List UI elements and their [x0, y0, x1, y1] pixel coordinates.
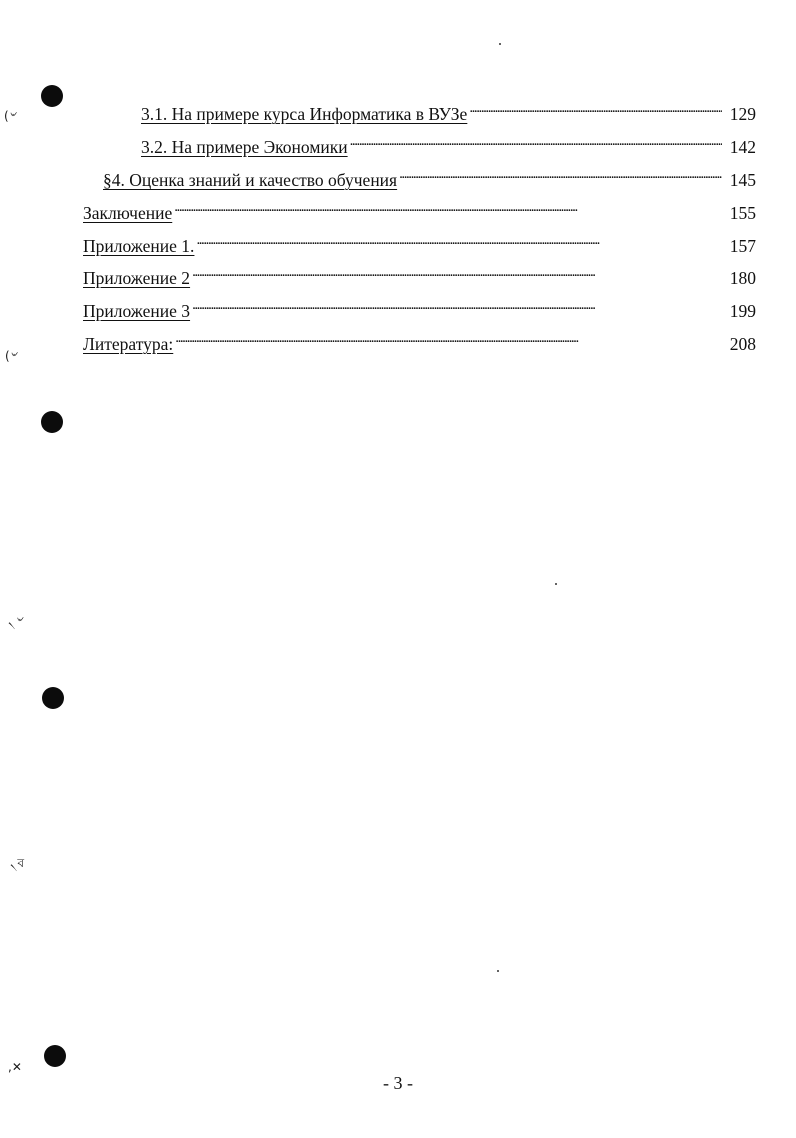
scan-dot — [497, 970, 499, 972]
scan-speck: (৺ — [5, 349, 18, 363]
toc-entry[interactable] — [83, 293, 756, 321]
punch-hole — [42, 687, 64, 709]
toc-entry-title[interactable]: Приложение 1. — [83, 236, 195, 256]
punch-hole — [41, 85, 63, 107]
scan-speck: ৲ব — [10, 856, 24, 870]
toc-entry-title[interactable]: Приложение 2 — [83, 268, 191, 288]
toc-dot-leader — [469, 96, 722, 120]
toc-entry-title[interactable]: Литература: — [83, 334, 174, 354]
scan-dot — [555, 583, 557, 585]
scan-speck: ,✕ — [8, 1060, 22, 1074]
toc-entry[interactable] — [83, 228, 756, 256]
toc-entry-page: 129 — [729, 104, 756, 124]
toc-entry[interactable] — [83, 260, 756, 288]
toc-entry-page: 208 — [729, 334, 756, 354]
toc-dot-leader — [192, 260, 722, 284]
toc-dot-leader — [399, 162, 722, 186]
toc-entry-title[interactable]: Приложение 3 — [83, 301, 191, 321]
toc-entry-page: 199 — [729, 301, 756, 321]
toc-entry[interactable] — [103, 162, 756, 190]
scan-dot — [499, 43, 501, 45]
toc-entry-page: 180 — [729, 268, 756, 288]
toc-entry-page: 155 — [729, 203, 756, 223]
punch-hole — [41, 411, 63, 433]
toc-dot-leader — [350, 129, 722, 153]
scan-speck: (৺ — [4, 109, 17, 123]
toc-dot-leader — [192, 293, 722, 317]
toc-entry-page: 145 — [729, 170, 756, 190]
page-number: - 3 - — [383, 1073, 413, 1093]
toc-entry-title[interactable]: 3.2. На примере Экономики — [141, 137, 348, 157]
toc-dot-leader — [174, 195, 722, 219]
toc-entry-title[interactable]: §4. Оценка знаний и качество обучения — [103, 170, 398, 190]
toc-dot-leader — [196, 228, 722, 252]
toc-dot-leader — [175, 326, 722, 350]
toc-entry-page: 142 — [729, 137, 756, 157]
toc-entry[interactable] — [83, 326, 756, 354]
punch-hole — [44, 1045, 66, 1067]
scan-speck: ৲৺ — [8, 614, 23, 628]
toc-entry[interactable] — [141, 129, 756, 157]
toc-entry-title[interactable]: Заключение — [83, 203, 173, 223]
toc-entry[interactable] — [141, 96, 756, 124]
toc-entry[interactable] — [83, 195, 756, 223]
toc-entry-page: 157 — [729, 236, 756, 256]
toc-entry-title[interactable]: 3.1. На примере курса Информатика в ВУЗе — [141, 104, 468, 124]
